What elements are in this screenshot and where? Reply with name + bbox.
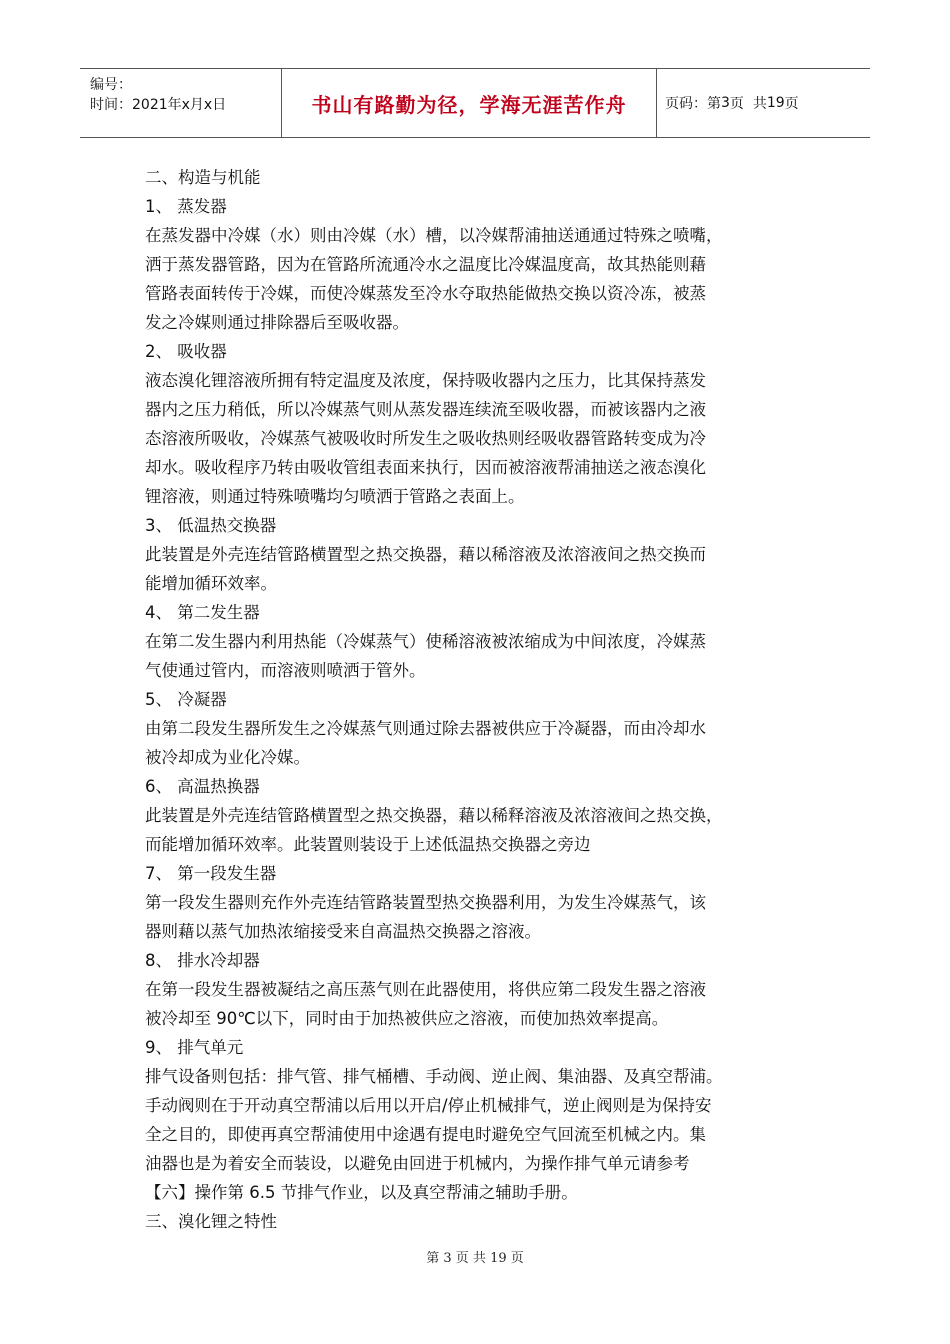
body-line: 洒于蒸发器管路，因为在管路所流通冷水之温度比冷媒温度高，故其热能则藉 bbox=[145, 255, 706, 274]
header-page-current: 3 bbox=[721, 95, 730, 111]
body-line: 由第二段发生器所发生之冷媒蒸气则通过除去器被供应于冷凝器，而由冷却水 bbox=[145, 719, 706, 738]
item-heading: 7、 第一段发生器 bbox=[145, 864, 277, 883]
header-page-number bbox=[657, 69, 870, 137]
header-meta bbox=[80, 69, 281, 137]
footer-page-total: 19 bbox=[490, 1251, 507, 1266]
item-heading: 8、 排水冷却器 bbox=[145, 951, 260, 970]
body-line: 器内之压力稍低，所以冷媒蒸气则从蒸发器连续流至吸收器，而被该器内之液 bbox=[145, 400, 706, 419]
item-heading: 9、 排气单元 bbox=[145, 1038, 244, 1057]
footer-mid: 页 共 bbox=[451, 1251, 491, 1266]
header-page-total: 19 bbox=[766, 95, 785, 111]
item-heading: 2、 吸收器 bbox=[145, 342, 227, 361]
document-time-label: 时间：2021年x月x日 bbox=[90, 97, 227, 113]
body-line: 在第二发生器内利用热能（冷媒蒸气）使稀溶液被浓缩成为中间浓度，冷媒蒸 bbox=[145, 632, 706, 651]
footer-page-current: 3 bbox=[443, 1251, 452, 1266]
body-line: 发之冷媒则通过排除器后至吸收器。 bbox=[145, 313, 409, 332]
header-page-mid: 页 共 bbox=[729, 96, 767, 112]
item-heading: 6、 高温热换器 bbox=[145, 777, 260, 796]
body-line: 第一段发生器则充作外壳连结管路装置型热交换器利用，为发生冷媒蒸气，该 bbox=[145, 893, 706, 912]
body-line: 被冷却成为业化冷媒。 bbox=[145, 748, 310, 767]
body-line: 锂溶液，则通过特殊喷嘴均匀喷洒于管路之表面上。 bbox=[145, 487, 525, 506]
body-line: 被冷却至 90℃以下，同时由于加热被供应之溶液，而使加热效率提高。 bbox=[145, 1009, 669, 1028]
body-line: 液态溴化锂溶液所拥有特定温度及浓度，保持吸收器内之压力，比其保持蒸发 bbox=[145, 371, 706, 390]
header-page-prefix: 页码：第 bbox=[665, 96, 721, 112]
body-line: 管路表面转传于冷媒，而使冷媒蒸发至冷水夺取热能做热交换以资冷冻，被蒸 bbox=[145, 284, 706, 303]
body-line: 排气设备则包括：排气管、排气桶槽、手动阀、逆止阀、集油器、及真空帮浦。 bbox=[145, 1067, 723, 1086]
section-heading: 二、构造与机能 bbox=[145, 168, 261, 187]
header-page-suffix: 页 bbox=[784, 96, 799, 112]
footer-suffix: 页 bbox=[506, 1251, 524, 1266]
body-line: 此装置是外壳连结管路横置型之热交换器，藉以稀溶液及浓溶液间之热交换而 bbox=[145, 545, 706, 564]
item-heading: 3、 低温热交换器 bbox=[145, 516, 277, 535]
document-body bbox=[145, 163, 800, 1236]
body-line: 器则藉以蒸气加热浓缩接受来自高温热交换器之溶液。 bbox=[145, 922, 541, 941]
section-heading: 三、溴化锂之特性 bbox=[145, 1212, 277, 1231]
footer-prefix: 第 bbox=[426, 1251, 444, 1266]
item-heading: 4、 第二发生器 bbox=[145, 603, 260, 622]
body-line: 手动阀则在于开动真空帮浦以后用以开启/停止机械排气，逆止阀则是为保持安 bbox=[145, 1096, 712, 1115]
body-line: 在第一段发生器被凝结之高压蒸气则在此器使用，将供应第二段发生器之溶液 bbox=[145, 980, 706, 999]
body-line: 全之目的，即使再真空帮浦使用中途遇有提电时避免空气回流至机械之内。集 bbox=[145, 1125, 706, 1144]
item-heading: 1、 蒸发器 bbox=[145, 197, 227, 216]
document-number-label: 编号： bbox=[90, 77, 132, 93]
body-line: 能增加循环效率。 bbox=[145, 574, 277, 593]
item-heading: 5、 冷凝器 bbox=[145, 690, 227, 709]
body-line: 却水。吸收程序乃转由吸收管组表面来执行，因而被溶液帮浦抽送之液态溴化 bbox=[145, 458, 706, 477]
page-footer bbox=[0, 1247, 950, 1266]
body-line: 气使通过管内，而溶液则喷洒于管外。 bbox=[145, 661, 426, 680]
body-line: 【六】操作第 6.5 节排气作业，以及真空帮浦之辅助手册。 bbox=[145, 1183, 578, 1202]
body-line: 在蒸发器中冷媒（水）则由冷媒（水）槽，以冷媒帮浦抽送通通过特殊之喷嘴， bbox=[145, 226, 723, 245]
header-motto: 书山有路勤为径，学海无涯苦作舟 bbox=[281, 69, 657, 137]
page-header bbox=[80, 68, 870, 138]
body-line: 态溶液所吸收，冷媒蒸气被吸收时所发生之吸收热则经吸收器管路转变成为冷 bbox=[145, 429, 706, 448]
body-line: 油器也是为着安全而装设，以避免由回进于机械内，为操作排气单元请参考 bbox=[145, 1154, 690, 1173]
body-line: 此装置是外壳连结管路横置型之热交换器，藉以稀释溶液及浓溶液间之热交换， bbox=[145, 806, 723, 825]
body-line: 而能增加循环效率。此装置则装设于上述低温热交换器之旁边 bbox=[145, 835, 591, 854]
